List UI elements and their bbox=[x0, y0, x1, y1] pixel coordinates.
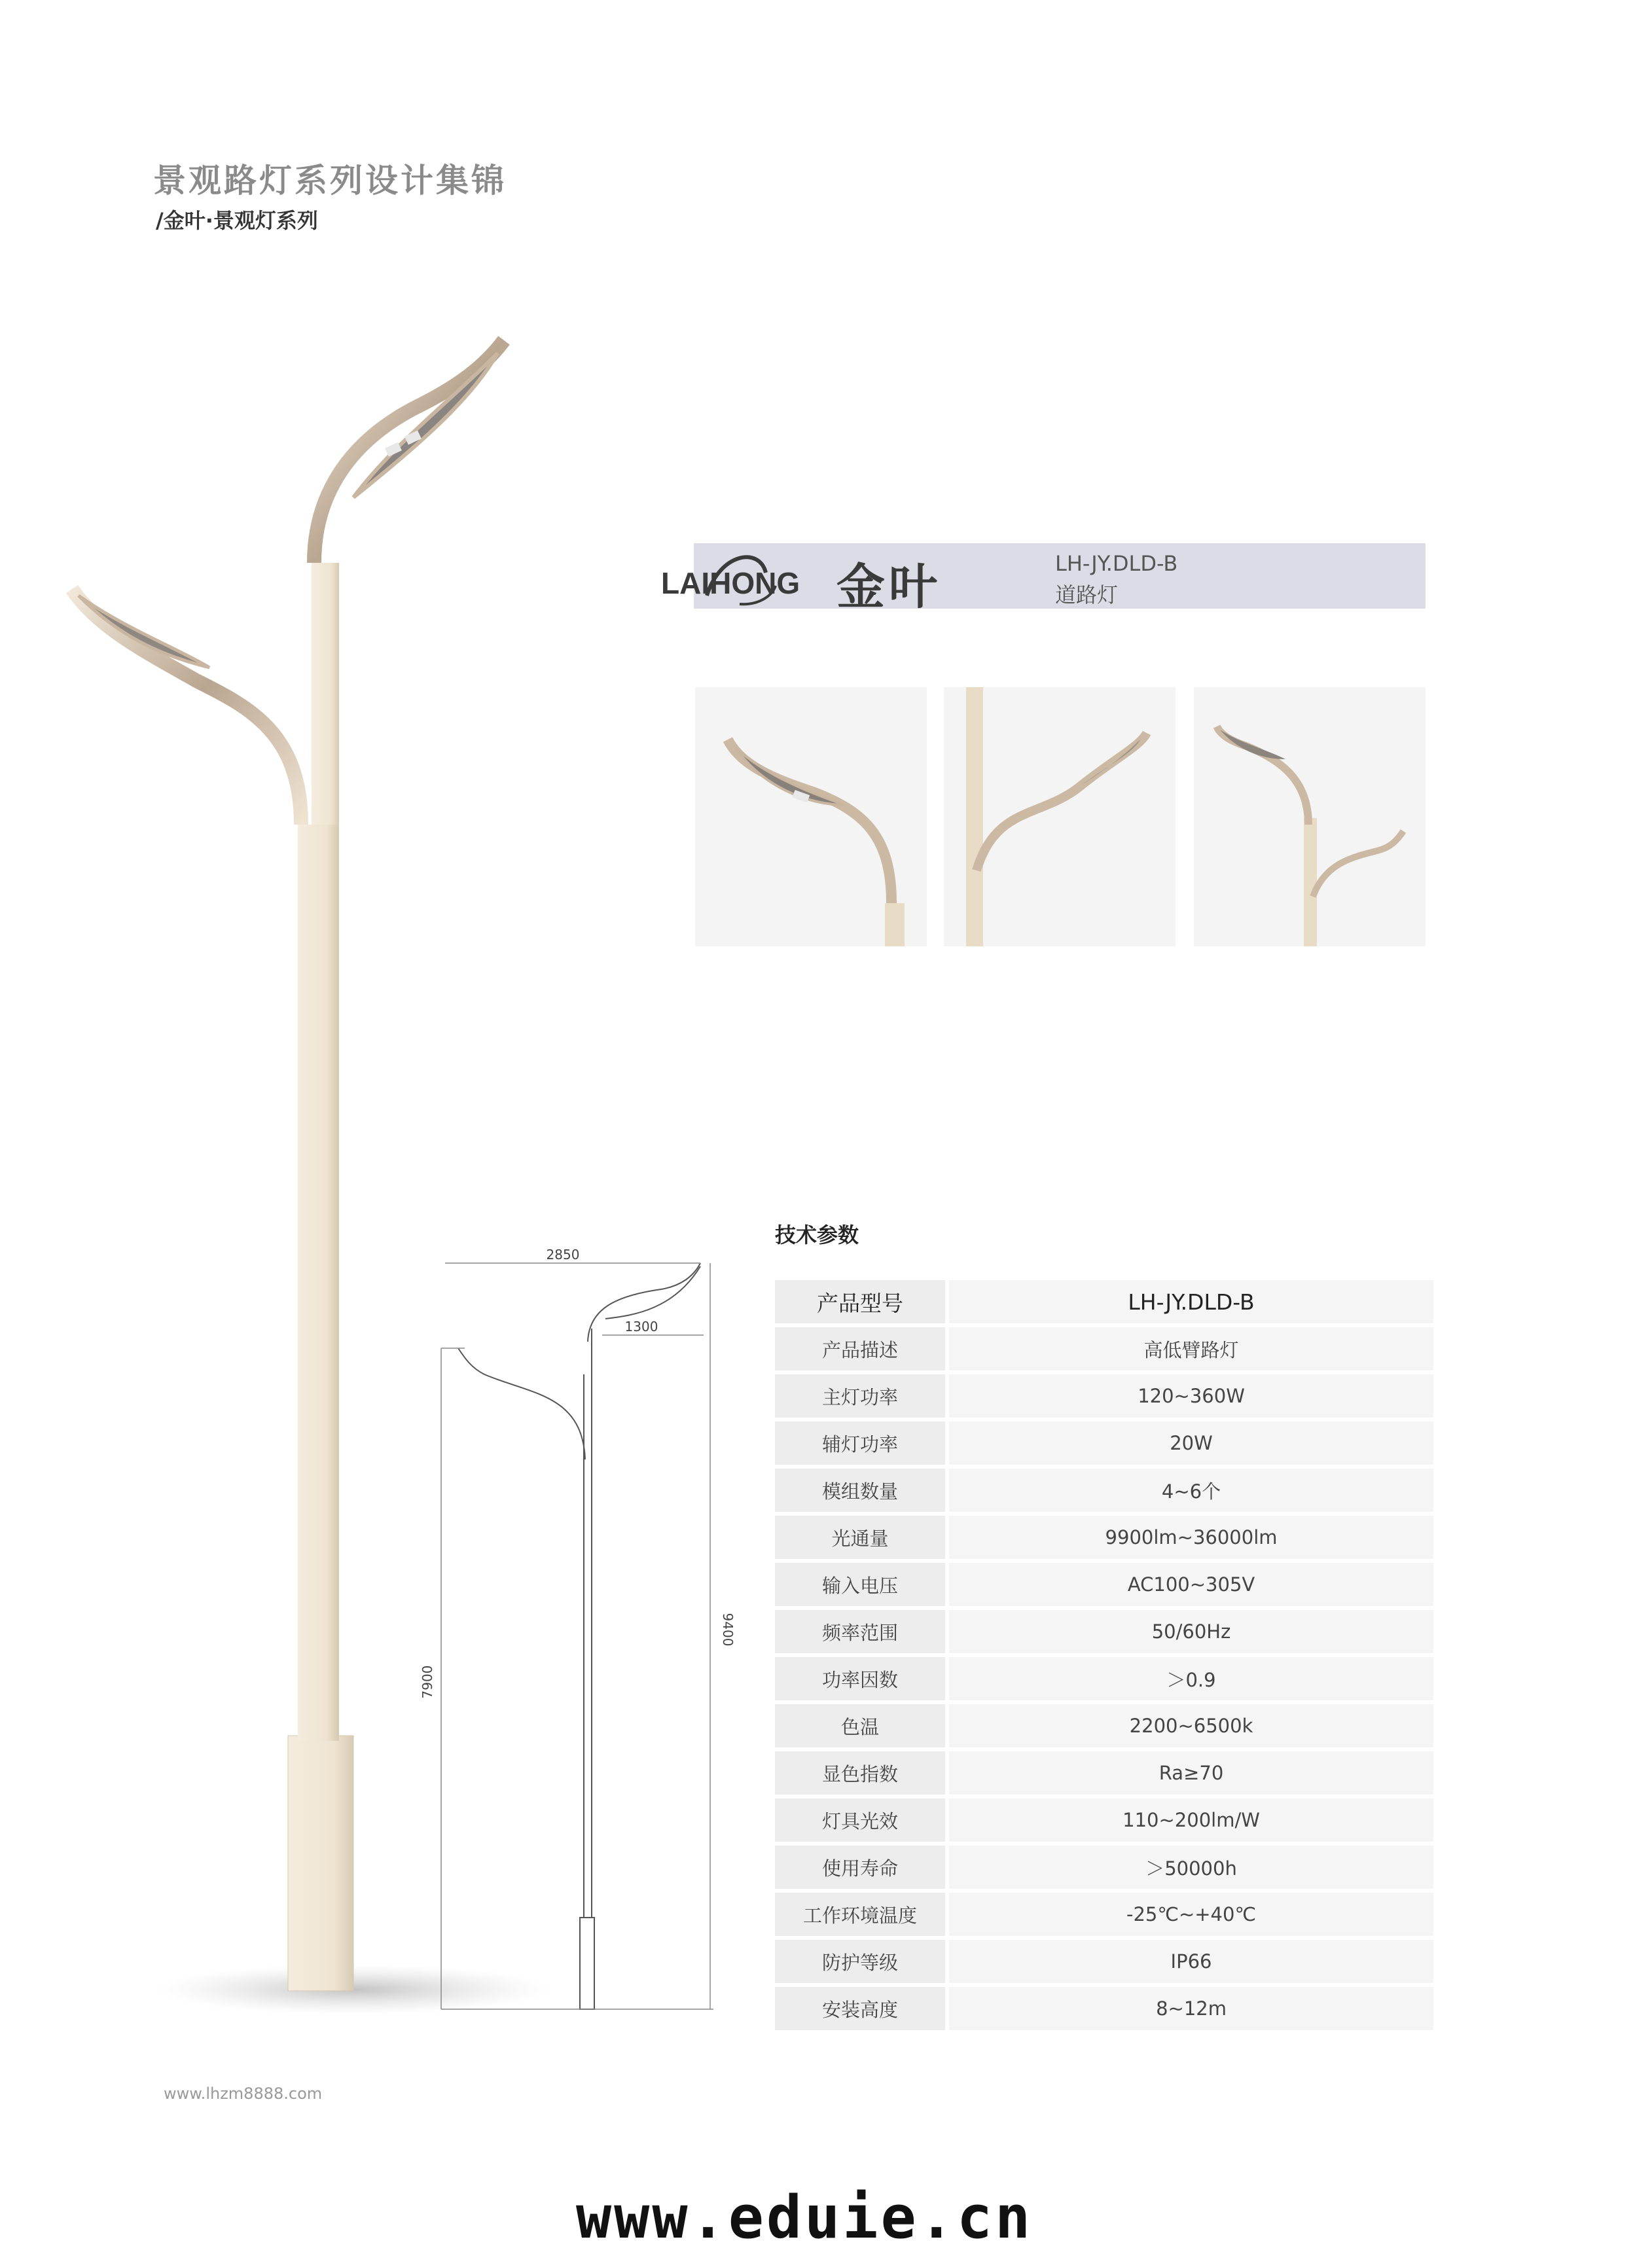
spec-label: 频率范围 bbox=[775, 1610, 949, 1653]
spec-row bbox=[775, 1940, 1433, 1983]
spec-value: 50/60Hz bbox=[949, 1610, 1433, 1653]
spec-value: 120~360W bbox=[949, 1374, 1433, 1418]
watermark: www.eduie.cn bbox=[576, 2183, 1033, 2252]
dim-total-height: 9400 bbox=[720, 1613, 736, 1647]
spec-value: Ra≥70 bbox=[949, 1751, 1433, 1795]
spec-value: LH-JY.DLD-B bbox=[949, 1280, 1433, 1323]
spec-row bbox=[775, 1516, 1433, 1559]
spec-row bbox=[775, 1704, 1433, 1747]
spec-label: 防护等级 bbox=[775, 1940, 949, 1983]
spec-row bbox=[775, 1610, 1433, 1653]
spec-row bbox=[775, 1374, 1433, 1418]
dim-top-width: 2850 bbox=[546, 1247, 580, 1262]
spec-value: 2200~6500k bbox=[949, 1704, 1433, 1747]
spec-value: -25℃~+40℃ bbox=[949, 1893, 1433, 1936]
spec-label: 显色指数 bbox=[775, 1751, 949, 1795]
spec-value: ＞50000h bbox=[949, 1846, 1433, 1889]
spec-row bbox=[775, 1751, 1433, 1795]
spec-row bbox=[775, 1469, 1433, 1512]
spec-label: 色温 bbox=[775, 1704, 949, 1747]
product-photo-2 bbox=[944, 687, 1176, 946]
spec-table bbox=[775, 1276, 1433, 2034]
banner-model-number: LH-JY.DLD-B bbox=[1055, 551, 1178, 576]
spec-label: 产品描述 bbox=[775, 1327, 949, 1370]
spec-value: AC100~305V bbox=[949, 1563, 1433, 1606]
brand-logo bbox=[661, 546, 812, 612]
spec-value: 9900lm~36000lm bbox=[949, 1516, 1433, 1559]
spec-row bbox=[775, 1893, 1433, 1936]
website-url: www.lhzm8888.com bbox=[164, 2084, 323, 2103]
spec-label: 工作环境温度 bbox=[775, 1893, 949, 1936]
spec-label: 使用寿命 bbox=[775, 1846, 949, 1889]
spec-row bbox=[775, 1846, 1433, 1889]
spec-value: 高低臂路灯 bbox=[949, 1327, 1433, 1370]
spec-label: 光通量 bbox=[775, 1516, 949, 1559]
spec-row bbox=[775, 1327, 1433, 1370]
spec-value: 110~200lm/W bbox=[949, 1798, 1433, 1842]
svg-text:LAIHONG: LAIHONG bbox=[661, 566, 800, 600]
banner-product-type: 道路灯 bbox=[1055, 582, 1119, 607]
spec-value: ＞0.9 bbox=[949, 1657, 1433, 1700]
series-title: 景观路灯系列设计集锦 bbox=[153, 162, 507, 200]
spec-heading: 技术参数 bbox=[775, 1223, 859, 1247]
spec-row bbox=[775, 1421, 1433, 1465]
spec-value: IP66 bbox=[949, 1940, 1433, 1983]
spec-value: 20W bbox=[949, 1421, 1433, 1465]
product-photo-3 bbox=[1194, 687, 1426, 946]
main-product-render bbox=[79, 327, 484, 2055]
spec-row bbox=[775, 1657, 1433, 1700]
spec-label: 模组数量 bbox=[775, 1469, 949, 1512]
product-name: 金叶 bbox=[836, 559, 941, 615]
product-photo-1 bbox=[695, 687, 927, 946]
dim-arm: 1300 bbox=[624, 1319, 658, 1334]
spec-row bbox=[775, 1987, 1433, 2030]
spec-label: 主灯功率 bbox=[775, 1374, 949, 1418]
spec-label: 输入电压 bbox=[775, 1563, 949, 1606]
spec-value: 4~6个 bbox=[949, 1469, 1433, 1512]
spec-label: 功率因数 bbox=[775, 1657, 949, 1700]
technical-drawing bbox=[420, 1247, 746, 2035]
spec-row bbox=[775, 1798, 1433, 1842]
spec-label: 安装高度 bbox=[775, 1987, 949, 2030]
spec-label: 产品型号 bbox=[775, 1280, 949, 1323]
spec-value: 8~12m bbox=[949, 1987, 1433, 2030]
spec-label: 辅灯功率 bbox=[775, 1421, 949, 1465]
series-subtitle: /金叶·景观灯系列 bbox=[156, 208, 318, 233]
spec-label: 灯具光效 bbox=[775, 1798, 949, 1842]
spec-row bbox=[775, 1563, 1433, 1606]
dim-low-height: 7900 bbox=[420, 1665, 435, 1699]
spec-row bbox=[775, 1280, 1433, 1323]
